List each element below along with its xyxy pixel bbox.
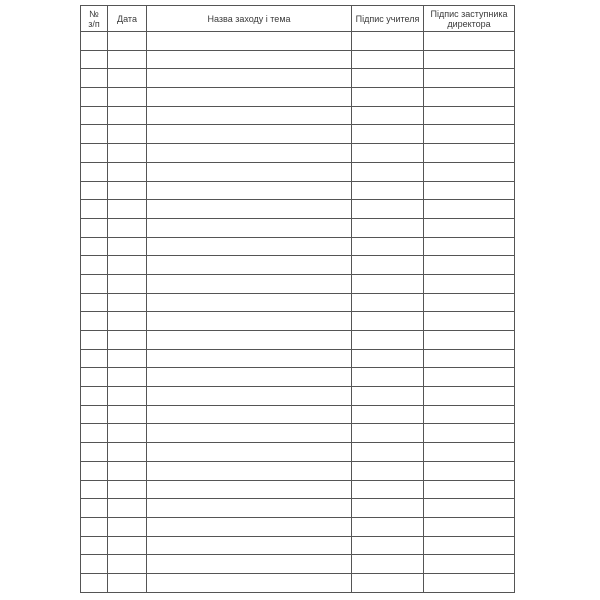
cell-teacher-signature [352, 368, 424, 387]
table-row [81, 387, 515, 406]
cell-number [81, 536, 108, 555]
cell-deputy-signature [424, 125, 515, 144]
cell-number [81, 424, 108, 443]
cell-event-title [147, 312, 352, 331]
cell-event-title [147, 125, 352, 144]
cell-teacher-signature [352, 331, 424, 350]
cell-teacher-signature [352, 69, 424, 88]
cell-deputy-signature [424, 405, 515, 424]
cell-event-title [147, 461, 352, 480]
cell-teacher-signature [352, 387, 424, 406]
cell-event-title [147, 480, 352, 499]
cell-date [108, 237, 147, 256]
cell-date [108, 461, 147, 480]
cell-number [81, 312, 108, 331]
cell-teacher-signature [352, 461, 424, 480]
register-table [80, 5, 515, 593]
cell-number [81, 555, 108, 574]
cell-number [81, 181, 108, 200]
cell-number [81, 331, 108, 350]
cell-date [108, 125, 147, 144]
cell-event-title [147, 218, 352, 237]
cell-date [108, 405, 147, 424]
cell-deputy-signature [424, 461, 515, 480]
cell-teacher-signature [352, 218, 424, 237]
cell-date [108, 200, 147, 219]
cell-date [108, 293, 147, 312]
cell-event-title [147, 443, 352, 462]
table-row [81, 499, 515, 518]
cell-deputy-signature [424, 499, 515, 518]
cell-number [81, 144, 108, 163]
cell-teacher-signature [352, 162, 424, 181]
cell-event-title [147, 50, 352, 69]
cell-event-title [147, 555, 352, 574]
cell-number [81, 50, 108, 69]
cell-deputy-signature [424, 443, 515, 462]
cell-event-title [147, 349, 352, 368]
table-row [81, 573, 515, 592]
register-body [81, 32, 515, 593]
cell-date [108, 536, 147, 555]
cell-date [108, 517, 147, 536]
table-row [81, 293, 515, 312]
cell-deputy-signature [424, 480, 515, 499]
header-row [81, 6, 515, 32]
table-row [81, 50, 515, 69]
cell-date [108, 162, 147, 181]
cell-event-title [147, 517, 352, 536]
cell-deputy-signature [424, 200, 515, 219]
cell-deputy-signature [424, 517, 515, 536]
cell-number [81, 405, 108, 424]
cell-date [108, 368, 147, 387]
cell-teacher-signature [352, 237, 424, 256]
table-row [81, 162, 515, 181]
cell-deputy-signature [424, 536, 515, 555]
cell-event-title [147, 106, 352, 125]
cell-deputy-signature [424, 88, 515, 107]
table-row [81, 424, 515, 443]
cell-date [108, 573, 147, 592]
cell-date [108, 181, 147, 200]
cell-deputy-signature [424, 144, 515, 163]
cell-number [81, 162, 108, 181]
cell-event-title [147, 499, 352, 518]
cell-deputy-signature [424, 237, 515, 256]
cell-number [81, 218, 108, 237]
cell-event-title [147, 88, 352, 107]
cell-event-title [147, 162, 352, 181]
cell-number [81, 274, 108, 293]
cell-date [108, 50, 147, 69]
cell-teacher-signature [352, 144, 424, 163]
cell-deputy-signature [424, 181, 515, 200]
cell-deputy-signature [424, 349, 515, 368]
header-teacher-signature: Підпис учителя [352, 6, 424, 32]
cell-teacher-signature [352, 50, 424, 69]
cell-teacher-signature [352, 106, 424, 125]
cell-number [81, 88, 108, 107]
register-sheet [80, 5, 514, 595]
cell-deputy-signature [424, 50, 515, 69]
cell-number [81, 517, 108, 536]
cell-deputy-signature [424, 106, 515, 125]
cell-number [81, 387, 108, 406]
cell-teacher-signature [352, 256, 424, 275]
table-row [81, 368, 515, 387]
cell-event-title [147, 181, 352, 200]
cell-deputy-signature [424, 312, 515, 331]
cell-deputy-signature [424, 32, 515, 51]
cell-date [108, 144, 147, 163]
cell-number [81, 32, 108, 51]
cell-number [81, 461, 108, 480]
table-row [81, 443, 515, 462]
cell-teacher-signature [352, 517, 424, 536]
cell-date [108, 69, 147, 88]
cell-teacher-signature [352, 181, 424, 200]
header-event-title: Назва заходу і тема [147, 6, 352, 32]
cell-event-title [147, 536, 352, 555]
cell-event-title [147, 424, 352, 443]
cell-event-title [147, 387, 352, 406]
cell-teacher-signature [352, 555, 424, 574]
cell-date [108, 312, 147, 331]
table-row [81, 349, 515, 368]
cell-number [81, 106, 108, 125]
table-row [81, 480, 515, 499]
table-row [81, 461, 515, 480]
table-row [81, 517, 515, 536]
header-date: Дата [108, 6, 147, 32]
cell-date [108, 88, 147, 107]
cell-teacher-signature [352, 312, 424, 331]
cell-deputy-signature [424, 573, 515, 592]
cell-teacher-signature [352, 274, 424, 293]
table-row [81, 331, 515, 350]
cell-date [108, 387, 147, 406]
cell-deputy-signature [424, 331, 515, 350]
cell-number [81, 125, 108, 144]
table-row [81, 536, 515, 555]
cell-number [81, 443, 108, 462]
cell-date [108, 106, 147, 125]
cell-number [81, 69, 108, 88]
cell-event-title [147, 256, 352, 275]
cell-event-title [147, 274, 352, 293]
table-row [81, 405, 515, 424]
cell-deputy-signature [424, 555, 515, 574]
cell-date [108, 331, 147, 350]
table-row [81, 88, 515, 107]
cell-date [108, 256, 147, 275]
table-row [81, 218, 515, 237]
cell-date [108, 218, 147, 237]
cell-teacher-signature [352, 293, 424, 312]
cell-event-title [147, 32, 352, 51]
cell-deputy-signature [424, 424, 515, 443]
cell-event-title [147, 144, 352, 163]
header-number: № з/п [81, 6, 108, 32]
table-row [81, 555, 515, 574]
cell-number [81, 368, 108, 387]
cell-date [108, 32, 147, 51]
cell-number [81, 293, 108, 312]
cell-number [81, 349, 108, 368]
cell-teacher-signature [352, 499, 424, 518]
cell-event-title [147, 573, 352, 592]
cell-deputy-signature [424, 274, 515, 293]
table-row [81, 125, 515, 144]
cell-date [108, 555, 147, 574]
cell-number [81, 237, 108, 256]
cell-deputy-signature [424, 293, 515, 312]
cell-teacher-signature [352, 88, 424, 107]
cell-date [108, 480, 147, 499]
header-deputy-signature: Підпис заступника директора [424, 6, 515, 32]
cell-deputy-signature [424, 256, 515, 275]
cell-teacher-signature [352, 573, 424, 592]
cell-number [81, 573, 108, 592]
cell-date [108, 499, 147, 518]
table-row [81, 256, 515, 275]
cell-number [81, 480, 108, 499]
cell-teacher-signature [352, 349, 424, 368]
cell-date [108, 424, 147, 443]
cell-teacher-signature [352, 536, 424, 555]
cell-deputy-signature [424, 162, 515, 181]
cell-teacher-signature [352, 480, 424, 499]
cell-number [81, 200, 108, 219]
cell-date [108, 274, 147, 293]
table-row [81, 32, 515, 51]
cell-date [108, 443, 147, 462]
cell-deputy-signature [424, 218, 515, 237]
cell-teacher-signature [352, 200, 424, 219]
cell-event-title [147, 237, 352, 256]
cell-event-title [147, 368, 352, 387]
table-row [81, 200, 515, 219]
cell-deputy-signature [424, 69, 515, 88]
cell-teacher-signature [352, 405, 424, 424]
cell-deputy-signature [424, 368, 515, 387]
cell-event-title [147, 293, 352, 312]
cell-teacher-signature [352, 125, 424, 144]
table-row [81, 312, 515, 331]
table-row [81, 181, 515, 200]
cell-teacher-signature [352, 32, 424, 51]
cell-deputy-signature [424, 387, 515, 406]
cell-event-title [147, 69, 352, 88]
cell-teacher-signature [352, 443, 424, 462]
table-row [81, 69, 515, 88]
table-row [81, 106, 515, 125]
cell-date [108, 349, 147, 368]
cell-event-title [147, 405, 352, 424]
cell-number [81, 256, 108, 275]
cell-event-title [147, 331, 352, 350]
table-row [81, 144, 515, 163]
table-row [81, 274, 515, 293]
cell-number [81, 499, 108, 518]
cell-event-title [147, 200, 352, 219]
cell-teacher-signature [352, 424, 424, 443]
table-row [81, 237, 515, 256]
